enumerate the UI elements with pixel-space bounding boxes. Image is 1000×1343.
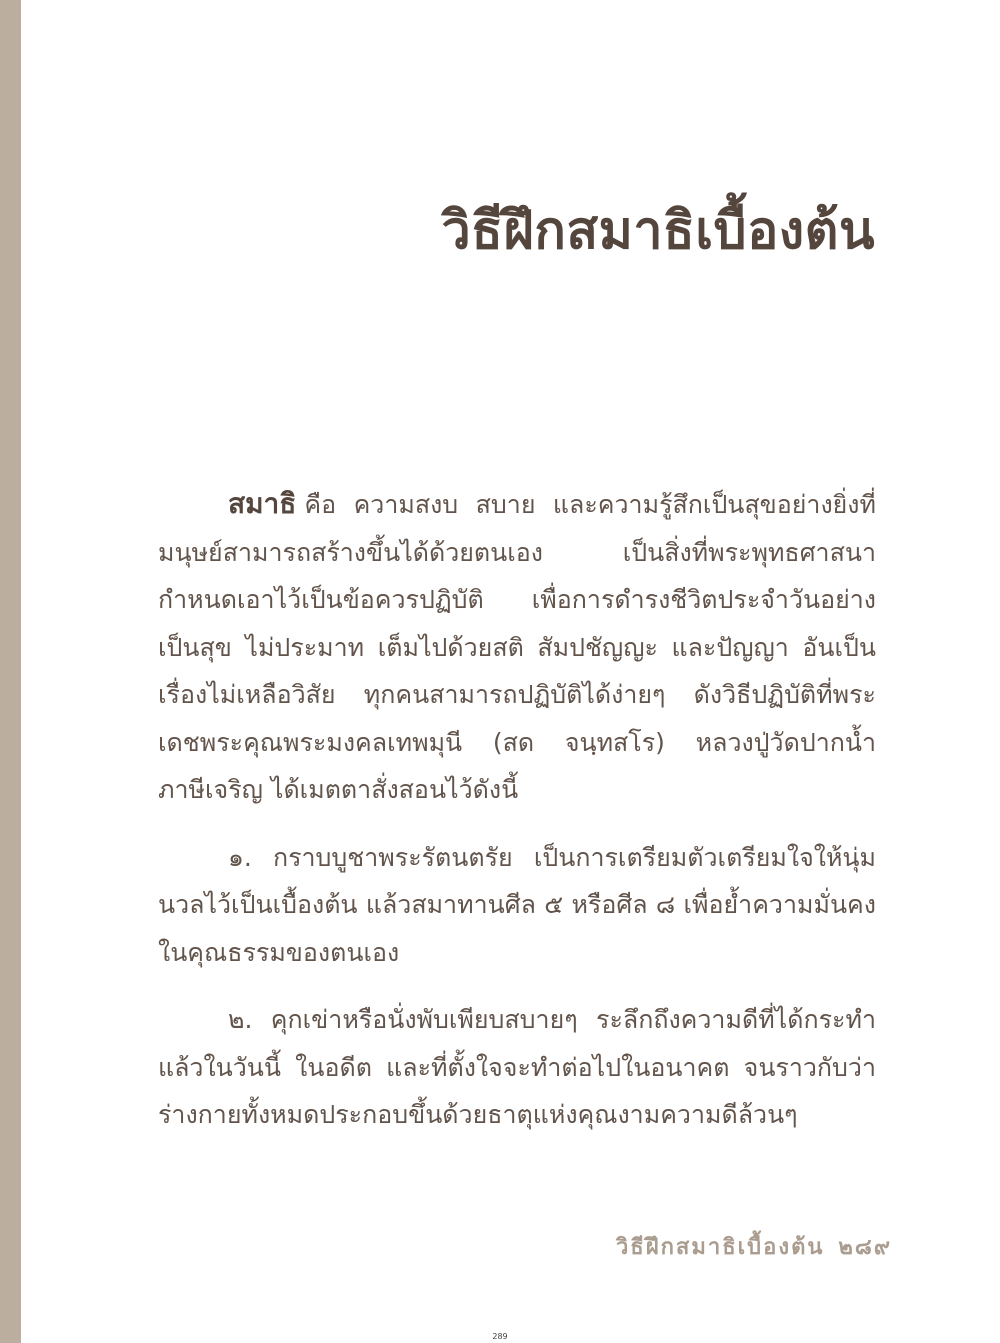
footer-page-number: ๒๘๙: [838, 1235, 892, 1260]
lead-term: สมาธิ: [228, 487, 297, 520]
paragraph-text: คือ ความสงบ สบาย และความรู้สึกเป็นสุขอย่างยิ่งที่มนุษย์สามารถสร้างขึ้นได้ด้วยตนเอง เป็นสิ่งที่พระพุทธศาสนากำหนดเอาไว้เป็นข้อควรปฏิบัติ เพื่อการดำรงชีวิตประจำวันอย่างเป็นสุข ไม่ประมาท เต็มไปด้วยสติ สัมปชัญญะ และปัญญา อันเป็นเรื่องไม่เหลือวิสัย ทุกคนสามารถปฏิบัติได้ง่ายๆ ดังวิธีปฏิบัติที่พระเดชพระคุณพระมงคลเทพมุนี (สด จนฺทสโร) หลวงปู่วัดปากน้ำ ภาษีเจริญ ได้เมตตาสั่งสอนไว้ดังนี้: [158, 490, 876, 804]
footer-title: วิธีฝึกสมาธิเบื้องต้น: [615, 1235, 825, 1260]
paragraph-intro: [158, 480, 876, 814]
book-spine-bar: [0, 0, 21, 1343]
running-footer: [616, 1229, 892, 1264]
page-title: วิธีฝึกสมาธิเบื้องต้น: [441, 201, 875, 261]
paragraph-step-2: ๒. คุกเข่าหรือนั่งพับเพียบสบายๆ ระลึกถึงความดีที่ได้กระทำแล้วในวันนี้ ในอดีต และที่ตั้งใจจะทำต่อไปในอนาคต จนราวกับว่าร่างกายทั้งหมดประกอบขึ้นด้วยธาตุแห่งคุณงามความดีล้วนๆ: [158, 1005, 876, 1129]
page-number: 289: [492, 1332, 508, 1341]
paragraph-step-1: ๑. กราบบูชาพระรัตนตรัย เป็นการเตรียมตัวเตรียมใจให้นุ่มนวลไว้เป็นเบื้องต้น แล้วสมาทานศีล ๕ หรือศีล ๘ เพื่อย้ำความมั่นคงในคุณธรรมของตนเอง: [158, 842, 876, 967]
body-text: [158, 480, 876, 1139]
